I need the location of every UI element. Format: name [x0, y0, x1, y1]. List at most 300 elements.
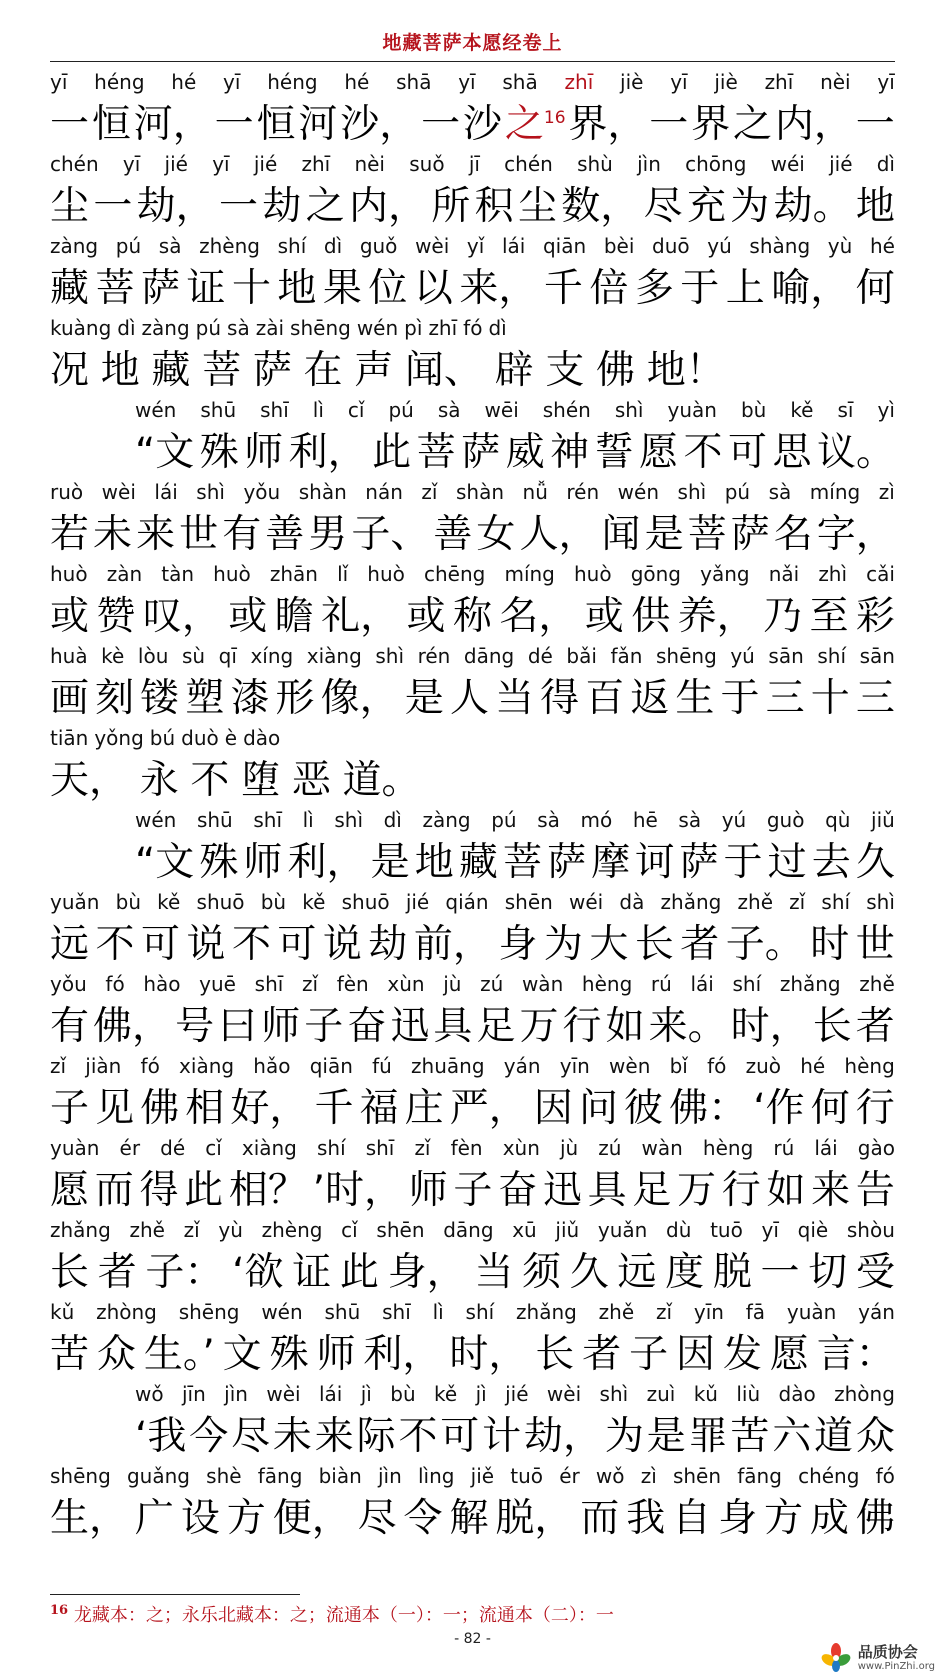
hanzi-text: 未 — [272, 1414, 312, 1459]
hanzi-text: 远 — [50, 922, 90, 967]
pinyin-syllable: lái — [318, 1382, 343, 1406]
hanzi-text: 尘 — [517, 184, 557, 229]
pinyin-syllable: jiǔ — [871, 808, 895, 832]
hanzi-char — [684, 422, 723, 476]
hanzi-char — [453, 586, 492, 640]
hanzi-char — [232, 914, 271, 968]
hanzi-char — [261, 996, 300, 1050]
text-line — [50, 968, 895, 1050]
pinyin-syllable: gōng — [630, 562, 682, 586]
pinyin-syllable: hǎo — [253, 1054, 291, 1078]
pinyin-syllable: wéi — [569, 890, 604, 914]
hanzi-char — [534, 1078, 573, 1132]
hanzi-text: 远 — [617, 1250, 657, 1295]
pinyin-syllable: sà — [158, 234, 182, 258]
hanzi-text: 藏 — [50, 266, 90, 311]
pinyin-row — [50, 1214, 895, 1242]
footnote-text: 龙藏本：之；永乐北藏本：之；流通本（一）：一；流通本（二）：一 — [73, 1605, 614, 1626]
hanzi-char — [624, 1078, 663, 1132]
pinyin-syllable: yú — [721, 808, 747, 832]
hanzi-char — [388, 1242, 466, 1296]
hanzi-char — [186, 258, 225, 312]
hanzi-text: 名 — [773, 512, 813, 557]
pinyin-syllable: shū — [200, 398, 237, 422]
pinyin-syllable: dì — [383, 808, 402, 832]
hanzi-text: 身 — [498, 922, 538, 967]
hanzi-char — [292, 1242, 331, 1296]
hanzi-char — [761, 1242, 800, 1296]
hanzi-text: 充 — [686, 184, 726, 229]
pinyin-syllable: yuǎn — [50, 890, 100, 914]
text-line — [50, 640, 895, 722]
hanzi-text: 菩 — [202, 348, 242, 393]
pinyin-syllable: qián — [445, 890, 489, 914]
pinyin-syllable: shí — [316, 1136, 346, 1160]
hanzi-text: 道。 — [342, 758, 421, 803]
pinyin-syllable: zǐ — [301, 972, 319, 996]
hanzi-text: 时， — [449, 1332, 528, 1377]
hanzi-text: 界 — [691, 102, 731, 147]
pinyin-syllable: jìn — [637, 152, 661, 176]
hanzi-char — [476, 996, 515, 1050]
hanzi-char — [415, 832, 454, 886]
pinyin-syllable: jù — [443, 972, 462, 996]
hanzi-char — [589, 258, 628, 312]
hanzi-text: 苦 — [730, 1414, 770, 1459]
hanzi-char — [231, 1406, 270, 1460]
hanzi-text: 名， — [499, 594, 578, 639]
pinyin-syllable: jù — [559, 1136, 579, 1160]
hanzi-char — [431, 176, 470, 230]
pinyin-syllable: yán — [503, 1054, 541, 1078]
hanzi-text: 师 — [408, 1168, 448, 1213]
pinyin-syllable: yì — [877, 398, 895, 422]
hanzi-char — [95, 258, 134, 312]
pinyin-syllable: zhuāng — [411, 1054, 485, 1078]
hanzi-char — [632, 1160, 671, 1214]
hanzi-char — [570, 1242, 609, 1296]
hanzi-text: 界， — [568, 102, 647, 147]
hanzi-text: 来 — [811, 1168, 851, 1213]
hanzi-text: 地 — [100, 348, 140, 393]
hanzi-char — [630, 668, 669, 722]
hanzi-char — [343, 750, 421, 804]
hanzi-char — [753, 1078, 804, 1132]
hanzi-char — [314, 1078, 353, 1132]
hanzi-text: 地！ — [646, 348, 725, 393]
hanzi-text: 人， — [519, 512, 598, 557]
hanzi-text: 辟 — [494, 348, 534, 393]
pinyin-syllable: huò — [367, 562, 405, 586]
pinyin-syllable: mó — [580, 808, 613, 832]
pinyin-syllable: jīn — [181, 1382, 206, 1406]
hanzi-char — [95, 914, 134, 968]
hanzi-char — [50, 340, 89, 394]
pinyin-syllable: zhǎng — [779, 972, 841, 996]
footnote-number: 16 — [50, 1603, 69, 1618]
hanzi-row — [50, 422, 895, 476]
hanzi-char — [677, 1160, 716, 1214]
hanzi-text: 来。 — [648, 1004, 727, 1049]
pinyin-syllable: wén — [135, 398, 177, 422]
hanzi-text: 苦 — [50, 1332, 90, 1377]
hanzi-char — [856, 1160, 895, 1214]
hanzi-char — [405, 668, 444, 722]
pinyin-row — [50, 640, 895, 668]
pinyin-syllable: nèi — [354, 152, 385, 176]
hanzi-row — [50, 94, 895, 148]
pinyin-row — [50, 722, 895, 750]
pinyin-syllable: yǒu — [50, 972, 87, 996]
pinyin-syllable: chēng — [424, 562, 486, 586]
hanzi-text: 方 — [763, 1496, 803, 1541]
hanzi-text: 解 — [449, 1496, 489, 1541]
hanzi-text: 而 — [94, 1168, 134, 1213]
hanzi-text: 度 — [665, 1250, 705, 1295]
hanzi-char — [774, 176, 852, 230]
pinyin-syllable: nǚ — [522, 480, 548, 504]
pinyin-syllable: rén — [417, 644, 451, 668]
flower-logo-icon — [818, 1640, 854, 1676]
hanzi-char — [856, 586, 895, 640]
hanzi-text: 身， — [387, 1250, 466, 1295]
hanzi-char — [585, 586, 624, 640]
hanzi-text: 返 — [630, 676, 670, 721]
hanzi-char — [450, 1078, 528, 1132]
pinyin-syllable: bù — [390, 1382, 416, 1406]
hanzi-text: 或 — [50, 594, 90, 639]
hanzi-text: 受 — [855, 1250, 895, 1295]
pinyin-syllable: fó — [875, 1464, 895, 1488]
pinyin-syllable: yǐ — [466, 234, 485, 258]
pinyin-syllable: jiàn — [85, 1054, 122, 1078]
hanzi-text: 愿 — [769, 1332, 809, 1377]
pinyin-syllable: bù — [260, 890, 287, 914]
hanzi-char — [199, 832, 238, 886]
hanzi-char — [721, 668, 760, 722]
hanzi-text: 者 — [97, 1250, 137, 1295]
hanzi-char — [409, 1160, 448, 1214]
hanzi-char — [691, 94, 730, 148]
hanzi-text: 果 — [322, 266, 362, 311]
hanzi-text: 菩 — [95, 266, 135, 311]
pinyin-syllable: fó — [707, 1054, 727, 1078]
hanzi-text: 足 — [476, 1004, 516, 1049]
hanzi-char — [323, 914, 362, 968]
hanzi-text: 告 — [855, 1168, 895, 1213]
hanzi-text: 前， — [413, 922, 492, 967]
hanzi-char — [253, 340, 292, 394]
hanzi-text: 世 — [179, 512, 219, 557]
hanzi-char — [273, 1406, 312, 1460]
pinyin-syllable: wén — [261, 1300, 303, 1324]
pinyin-syllable: shòu — [846, 1218, 895, 1242]
hanzi-text: 不 — [683, 430, 723, 475]
pinyin-syllable: bù — [115, 890, 141, 914]
hanzi-text: 内， — [348, 184, 427, 229]
pinyin-syllable: zhě — [737, 890, 773, 914]
hanzi-char — [229, 1160, 307, 1214]
hanzi-text: 众 — [855, 1414, 895, 1459]
pinyin-syllable: hé — [171, 70, 197, 94]
pinyin-syllable: zǐ — [789, 890, 806, 914]
hanzi-char — [675, 668, 714, 722]
hanzi-text: 殊 — [199, 430, 239, 475]
pinyin-syllable: shí — [821, 890, 851, 914]
pinyin-syllable: jiè — [620, 70, 644, 94]
hanzi-text: 乃 — [763, 594, 803, 639]
pinyin-syllable: è — [224, 726, 238, 750]
pinyin-syllable: zuì — [646, 1382, 676, 1406]
pinyin-syllable: xùn — [502, 1136, 540, 1160]
hanzi-char — [185, 1078, 224, 1132]
hanzi-text: 而 — [580, 1496, 620, 1541]
pinyin-syllable: lái — [154, 480, 178, 504]
hanzi-text: 称 — [452, 594, 492, 639]
pinyin-syllable: cǐ — [347, 398, 365, 422]
hanzi-char — [635, 832, 674, 886]
pinyin-syllable: fāng — [257, 1464, 303, 1488]
hanzi-row — [50, 1406, 895, 1460]
pinyin-syllable: bù — [740, 398, 767, 422]
hanzi-row — [50, 1488, 895, 1542]
pinyin-syllable: chōng — [685, 152, 747, 176]
pinyin-syllable: yú — [707, 234, 732, 258]
hanzi-char — [722, 1160, 761, 1214]
hanzi-text: 当 — [494, 676, 534, 721]
hanzi-char — [519, 996, 558, 1050]
hanzi-char — [772, 1406, 811, 1460]
pinyin-syllable: sà — [437, 398, 461, 422]
pinyin-syllable: fèn — [450, 1136, 483, 1160]
pinyin-syllable: sī — [837, 398, 854, 422]
hanzi-text: 或 — [228, 594, 268, 639]
hanzi-char — [770, 1324, 809, 1378]
hanzi-text: 声 — [354, 348, 394, 393]
pinyin-syllable: shēng — [290, 316, 351, 340]
hanzi-char — [230, 1078, 308, 1132]
hanzi-char — [856, 94, 895, 148]
hanzi-text: 可 — [277, 922, 317, 967]
hanzi-text: 千 — [543, 266, 583, 311]
pinyin-syllable: wèn — [609, 1054, 651, 1078]
pinyin-syllable: sà — [768, 480, 792, 504]
pinyin-syllable: xiàng — [241, 1136, 297, 1160]
pinyin-syllable: hé — [869, 234, 895, 258]
hanzi-char — [540, 668, 579, 722]
hanzi-text: 令 — [403, 1496, 443, 1541]
hanzi-char — [775, 94, 853, 148]
pinyin-syllable: yuǎn — [597, 1218, 648, 1242]
hanzi-char — [856, 1078, 895, 1132]
hanzi-char — [93, 996, 171, 1050]
pinyin-syllable: zhòng — [834, 1382, 895, 1406]
pinyin-syllable: jìn — [377, 1464, 402, 1488]
hanzi-char — [817, 422, 895, 476]
hanzi-char — [417, 422, 456, 476]
pinyin-syllable: tuō — [510, 1464, 544, 1488]
hanzi-char — [773, 422, 812, 476]
pinyin-row — [50, 1132, 895, 1160]
pinyin-syllable: pì — [404, 316, 423, 340]
hanzi-char — [140, 1078, 179, 1132]
pinyin-syllable: jié — [829, 152, 853, 176]
hanzi-char — [50, 1488, 128, 1542]
hanzi-char — [811, 668, 850, 722]
hanzi-text: 倍 — [589, 266, 629, 311]
pinyin-syllable: kě — [157, 890, 181, 914]
hanzi-text: 子 — [304, 1004, 344, 1049]
pinyin-syllable: yuàn — [667, 398, 717, 422]
pinyin-syllable: shí — [465, 1300, 495, 1324]
hanzi-char — [95, 668, 134, 722]
hanzi-char — [313, 1160, 403, 1214]
hanzi-char — [405, 340, 483, 394]
hanzi-char — [277, 914, 316, 968]
hanzi-text: 切 — [808, 1250, 848, 1295]
footnote-ref[interactable]: 16 — [543, 108, 566, 128]
hanzi-text: 子 — [629, 1332, 669, 1377]
hanzi-char — [288, 832, 366, 886]
pinyin-syllable: dà — [619, 890, 645, 914]
pinyin-syllable: shén — [542, 398, 591, 422]
hanzi-char — [768, 832, 807, 886]
hanzi-row — [50, 832, 895, 886]
pinyin-syllable: shàn — [455, 480, 504, 504]
hanzi-text: 于 — [720, 676, 760, 721]
hanzi-char — [50, 504, 89, 558]
pinyin-syllable: sān — [859, 644, 895, 668]
hanzi-text: 者 — [582, 1332, 622, 1377]
pinyin-syllable: rén — [566, 480, 600, 504]
hanzi-text: 愿 — [639, 430, 679, 475]
hanzi-char — [519, 504, 597, 558]
hanzi-char — [189, 1406, 228, 1460]
hanzi-text: 可 — [140, 922, 180, 967]
hanzi-char — [459, 832, 498, 886]
pinyin-syllable: dāng — [463, 644, 515, 668]
pinyin-row — [50, 148, 895, 176]
hanzi-text: 不 — [398, 1414, 438, 1459]
pinyin-syllable: zhì — [818, 562, 848, 586]
pinyin-syllable: yú — [730, 644, 755, 668]
hanzi-char — [647, 1406, 686, 1460]
pinyin-syllable: guǎng — [126, 1464, 190, 1488]
hanzi-text: 证 — [292, 1250, 332, 1295]
hanzi-text: 一 — [214, 102, 254, 147]
hanzi-text: 不 — [190, 758, 230, 803]
hanzi-text: 足 — [632, 1168, 672, 1213]
text-line — [50, 558, 895, 640]
pinyin-syllable: hèng — [844, 1054, 895, 1078]
pinyin-syllable: wǒ — [135, 1382, 164, 1406]
hanzi-text: 当 — [474, 1250, 514, 1295]
hanzi-text: 万 — [677, 1168, 717, 1213]
hanzi-text: 自 — [672, 1496, 712, 1541]
pinyin-syllable: pú — [195, 316, 222, 340]
hanzi-text: 具 — [587, 1168, 627, 1213]
hanzi-text: 像， — [320, 676, 399, 721]
hanzi-char — [50, 1078, 89, 1132]
pinyin-row — [50, 968, 895, 996]
hanzi-char — [440, 1406, 479, 1460]
pinyin-syllable: zài — [255, 316, 285, 340]
hanzi-char — [276, 668, 315, 722]
hanzi-text: 佛 — [596, 348, 636, 393]
hanzi-text: 生。’ — [143, 1332, 215, 1377]
hanzi-char — [139, 1160, 178, 1214]
hanzi-text: 养， — [677, 594, 756, 639]
hanzi-text: 诃 — [635, 840, 675, 885]
hanzi-text: 沙， — [340, 102, 419, 147]
hanzi-text: 地 — [414, 840, 454, 885]
pinyin-syllable: zǐ — [183, 1218, 200, 1242]
pinyin-syllable: shì — [375, 644, 405, 668]
hanzi-text: 一 — [50, 102, 90, 147]
hanzi-text: 相？ — [228, 1168, 307, 1213]
hanzi-text: 百 — [585, 676, 625, 721]
hanzi-char — [368, 258, 407, 312]
hanzi-char — [522, 1242, 561, 1296]
hanzi-text: 三 — [765, 676, 805, 721]
hanzi-char — [591, 832, 630, 886]
hanzi-text: 劫， — [523, 1414, 602, 1459]
pinyin-syllable: shì — [599, 1382, 629, 1406]
hanzi-char — [323, 258, 362, 312]
pinyin-syllable: wèi — [546, 1382, 582, 1406]
hanzi-text: 相 — [185, 1086, 225, 1131]
hanzi-text: 师 — [243, 840, 283, 885]
pinyin-syllable: chén — [50, 152, 99, 176]
hanzi-text: ’时， — [312, 1168, 403, 1213]
hanzi-text: 况 — [50, 348, 90, 393]
pinyin-syllable: bǐ — [669, 1054, 688, 1078]
pinyin-syllable: jiè — [714, 70, 738, 94]
hanzi-char — [726, 914, 804, 968]
hanzi-char — [680, 258, 719, 312]
pinyin-syllable: duò — [181, 726, 219, 750]
hanzi-char — [351, 504, 429, 558]
hanzi-char — [459, 258, 537, 312]
hanzi-text: 此 — [184, 1168, 224, 1213]
hanzi-text: 利， — [287, 840, 366, 885]
hanzi-char — [812, 832, 851, 886]
hanzi-text: 刻 — [95, 676, 135, 721]
hanzi-char — [475, 176, 514, 230]
hanzi-char — [730, 176, 769, 230]
hanzi-text: 奋 — [347, 1004, 387, 1049]
hanzi-text: 久 — [569, 1250, 609, 1295]
hanzi-char — [145, 1242, 223, 1296]
pinyin-syllable: shù — [577, 152, 613, 176]
hanzi-char — [649, 996, 727, 1050]
hanzi-char — [495, 340, 534, 394]
pinyin-syllable: shì — [866, 890, 895, 914]
hanzi-char — [505, 94, 566, 148]
hanzi-text: 佛： — [669, 1086, 748, 1131]
hanzi-char — [232, 1242, 283, 1296]
pinyin-syllable: héng — [267, 70, 318, 94]
hanzi-text: ‘作 — [753, 1086, 805, 1131]
hanzi-char — [321, 586, 399, 640]
pinyin-syllable: fǎn — [610, 644, 643, 668]
hanzi-char — [731, 504, 770, 558]
hanzi-char — [617, 1242, 656, 1296]
hanzi-text: 摩 — [591, 840, 631, 885]
hanzi-char — [631, 586, 670, 640]
hanzi-char — [605, 1406, 644, 1460]
hanzi-text: 号 — [175, 1004, 215, 1049]
